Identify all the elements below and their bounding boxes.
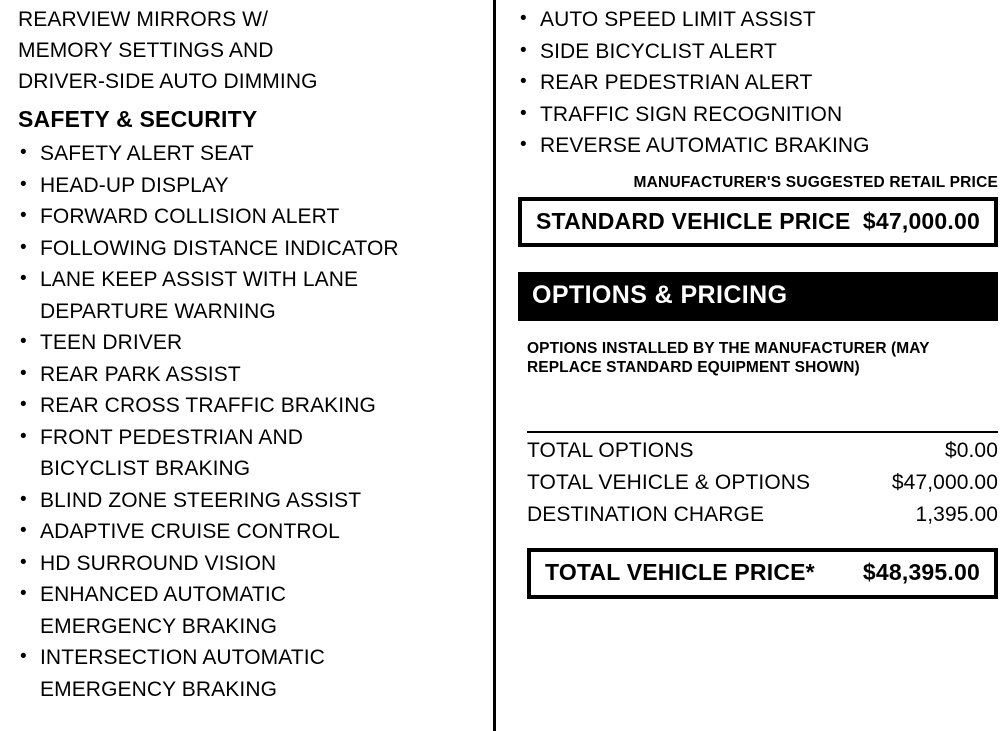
total-vehicle-price-value: $48,395.00	[862, 558, 980, 585]
list-item: • ADAPTIVE CRUISE CONTROL	[18, 516, 480, 548]
bullet-icon: •	[520, 71, 527, 92]
total-vehicle-options-label: TOTAL VEHICLE & OPTIONS	[527, 470, 811, 494]
right-column	[510, 0, 1004, 731]
list-item: • REAR PEDESTRIAN ALERT	[518, 67, 1000, 99]
list-item: • TEEN DRIVER	[18, 327, 480, 359]
total-vehicle-price-box	[527, 548, 998, 599]
table-row	[527, 499, 998, 531]
standard-vehicle-price-box	[518, 197, 998, 247]
bullet-icon: •	[520, 134, 527, 155]
bullet-icon: •	[20, 362, 27, 384]
continued-feature-line: MEMORY SETTINGS AND	[18, 39, 274, 62]
table-row	[527, 467, 998, 499]
continued-feature-line: REARVIEW MIRRORS W/	[18, 8, 269, 31]
safety-security-feature-list	[18, 138, 480, 705]
list-item: • TRAFFIC SIGN RECOGNITION	[518, 99, 1000, 131]
list-item: • REAR CROSS TRAFFIC BRAKING	[18, 390, 480, 422]
totals-table	[527, 431, 998, 531]
safety-security-feature-list-continued	[518, 4, 1000, 162]
bullet-icon: •	[20, 268, 27, 289]
bullet-icon: •	[520, 102, 527, 124]
total-options-value: $0.00	[944, 438, 998, 462]
list-item: • BLIND ZONE STEERING ASSIST	[18, 485, 480, 517]
bullet-icon: •	[20, 236, 27, 258]
bullet-icon: •	[20, 331, 27, 352]
list-item: • FORWARD COLLISION ALERT	[18, 201, 480, 233]
bullet-icon: •	[20, 551, 27, 573]
bullet-icon: •	[20, 173, 27, 195]
list-item: • SAFETY ALERT SEAT	[18, 138, 480, 170]
standard-vehicle-price-label: STANDARD VEHICLE PRICE	[536, 207, 851, 234]
destination-charge-label: DESTINATION CHARGE	[527, 502, 765, 526]
list-item: • AUTO SPEED LIMIT ASSIST	[518, 4, 1000, 36]
bullet-icon: •	[20, 205, 27, 226]
continued-feature-line: DRIVER-SIDE AUTO DIMMING	[18, 70, 318, 93]
total-vehicle-options-value: $47,000.00	[891, 470, 998, 494]
bullet-icon: •	[20, 488, 27, 510]
bullet-icon: •	[20, 583, 27, 604]
msrp-note: MANUFACTURER'S SUGGESTED RETAIL PRICE	[633, 173, 998, 191]
list-item: • HEAD-UP DISPLAY	[18, 170, 480, 202]
total-vehicle-price-label: TOTAL VEHICLE PRICE*	[545, 558, 815, 585]
list-item: • SIDE BICYCLIST ALERT	[518, 36, 1000, 68]
bullet-icon: •	[20, 520, 27, 541]
bullet-icon: •	[20, 425, 27, 447]
options-installed-note: OPTIONS INSTALLED BY THE MANUFACTURER (MAY REPLACE STANDARD EQUIPMENT SHOWN)	[527, 339, 930, 376]
table-row	[527, 435, 998, 467]
list-item: • INTERSECTION AUTOMATIC EMERGENCY BRAKING	[18, 642, 480, 705]
bullet-icon: •	[20, 394, 27, 415]
column-divider	[493, 0, 496, 731]
list-item: • ENHANCED AUTOMATIC EMERGENCY BRAKING	[18, 579, 480, 642]
list-item: • LANE KEEP ASSIST WITH LANE DEPARTURE WARNING	[18, 264, 480, 327]
list-item: • REVERSE AUTOMATIC BRAKING	[518, 130, 1000, 162]
bullet-icon: •	[20, 142, 27, 163]
destination-charge-value: 1,395.00	[915, 502, 998, 526]
left-column	[0, 0, 490, 731]
list-item: • REAR PARK ASSIST	[18, 359, 480, 391]
list-item: • FOLLOWING DISTANCE INDICATOR	[18, 233, 480, 265]
bullet-icon: •	[20, 646, 27, 667]
section-heading-safety-security: SAFETY & SECURITY	[18, 106, 258, 132]
total-options-label: TOTAL OPTIONS	[527, 438, 694, 462]
list-item: • FRONT PEDESTRIAN AND BICYCLIST BRAKING	[18, 422, 480, 485]
options-pricing-heading: OPTIONS & PRICING	[518, 272, 998, 321]
bullet-icon: •	[520, 39, 527, 61]
bullet-icon: •	[520, 8, 527, 29]
standard-vehicle-price-value: $47,000.00	[862, 207, 980, 234]
list-item: • HD SURROUND VISION	[18, 548, 480, 580]
